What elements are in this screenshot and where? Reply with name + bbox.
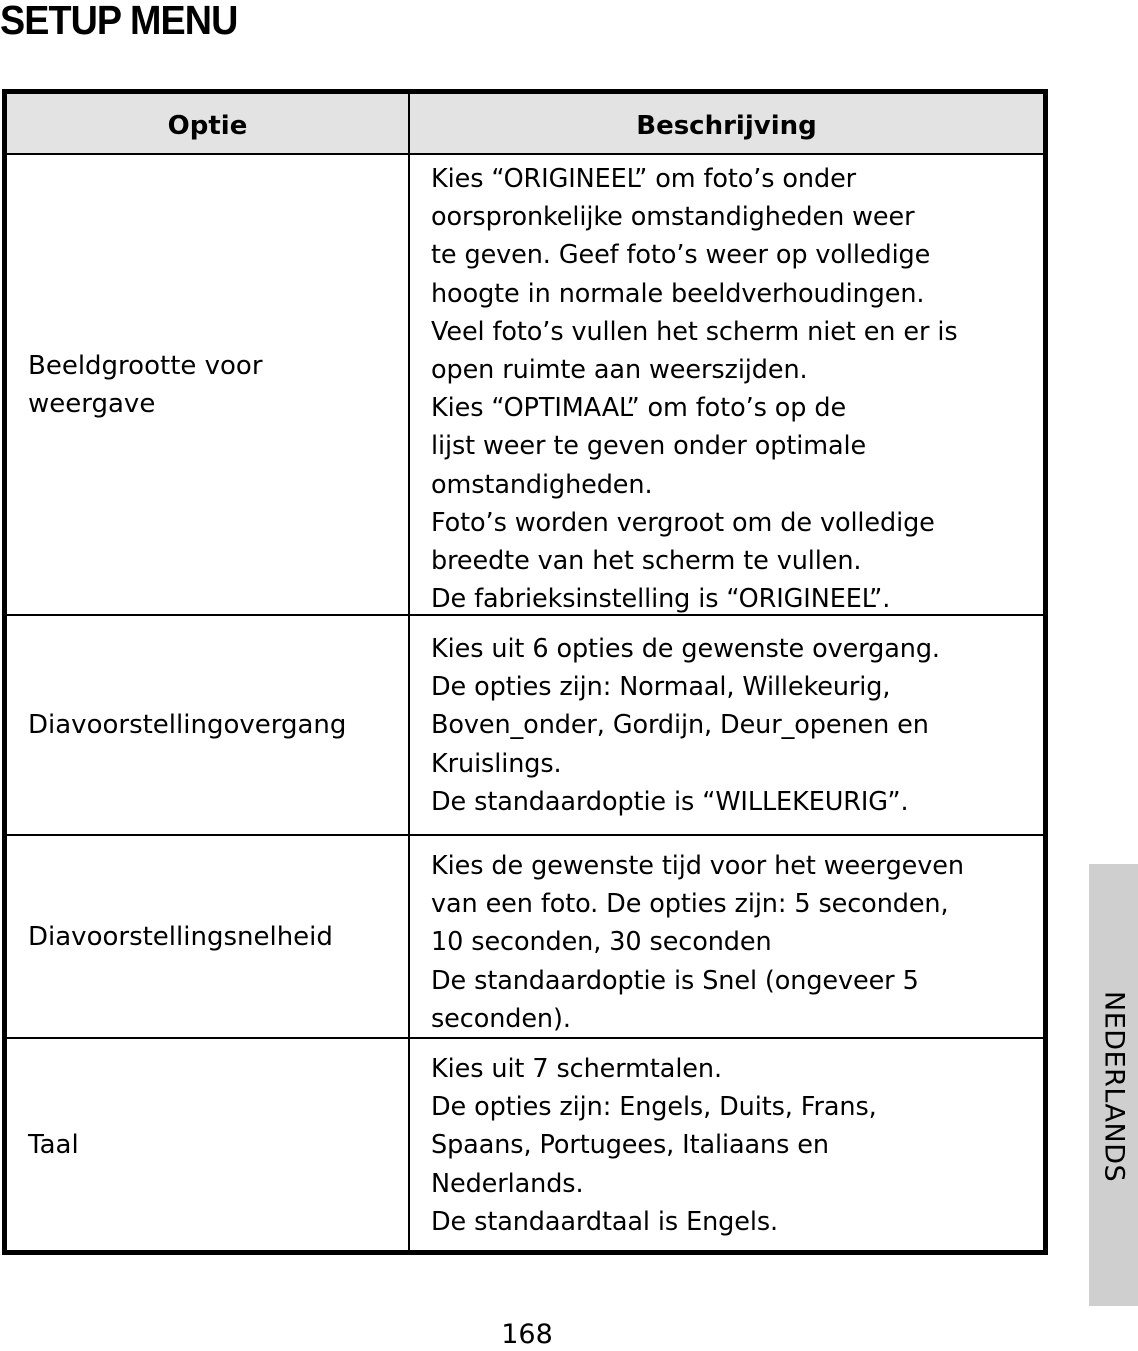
row-option-language: Taal bbox=[7, 1039, 410, 1250]
language-side-tab-label: NEDERLANDS bbox=[1098, 991, 1130, 1183]
row-description-slideshow-speed: Kies de gewenste tijd voor het weergeven van een foto. De opties zijn: 5 seconden, 10 seconden, 30 seconden De standaardoptie is Snel (ongeveer 5 seconden). bbox=[410, 836, 1043, 1039]
row-description-language: Kies uit 7 schermtalen. De opties zijn: Engels, Duits, Frans, Spaans, Portugees, Italiaans en Nederlands. De standaardtaal is Engels. bbox=[431, 1054, 877, 1237]
row-option-image-size: Beeldgrootte voor weergave bbox=[7, 155, 410, 616]
setup-menu-table bbox=[2, 89, 1048, 1255]
language-side-tab bbox=[1089, 864, 1138, 1306]
page-number: 168 bbox=[501, 1319, 553, 1350]
header-description: Beschrijving bbox=[410, 94, 1043, 155]
row-description-slideshow-transition: Kies uit 6 opties de gewenste overgang. De opties zijn: Normaal, Willekeurig, Boven_onder, Gordijn, Deur_openen en Kruislings. De standaardoptie is “WILLEKEURIG”. bbox=[410, 616, 1043, 836]
row-description-image-size: Kies “ORIGINEEL” om foto’s onder oorspronkelijke omstandigheden weer te geven. Geef foto’s weer op volledige hoogte in normale beeldverhoudingen. Veel foto’s vullen het scherm niet en er is open ruimte aan weerszijden. Kies “OPTIMAAL” om foto’s op de lijst weer te geven onder optimale omstandigheden. Foto’s worden vergroot om de volledige breedte van het scherm te vullen. De fabrieksinstelling is “ORIGINEEL”. bbox=[410, 155, 1043, 616]
page-title: SETUP MENU bbox=[0, 0, 238, 43]
row-option-slideshow-transition: Diavoorstellingovergang bbox=[7, 616, 410, 836]
row-option-slideshow-speed: Diavoorstellingsnelheid bbox=[7, 836, 410, 1039]
header-option: Optie bbox=[7, 94, 410, 155]
language-side-tab-label-wrapper bbox=[1099, 987, 1129, 1187]
